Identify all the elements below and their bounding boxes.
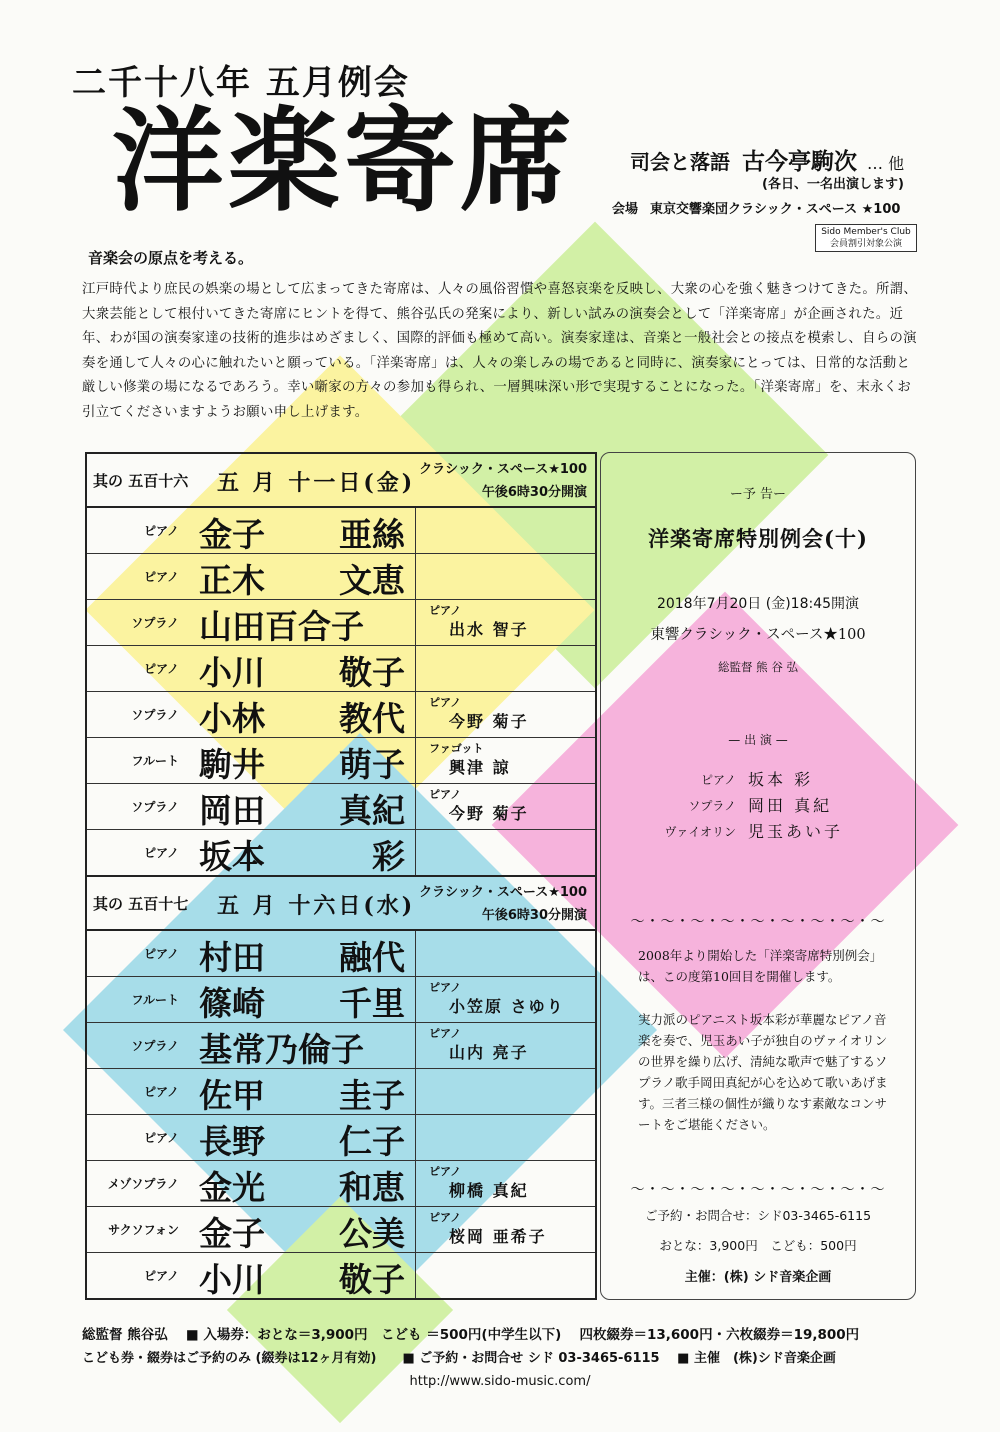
program2-time: 午後6時30分開演 [481,908,587,923]
accompanist-name: 小笠原 さゆり [449,997,565,1016]
club-line1: Sido Member's Club [821,227,911,237]
preview-director: 総監督 熊 谷 弘 [718,660,798,674]
performer-name [199,1024,405,1071]
instrument-label: ソプラノ [131,708,179,722]
performer-name [199,932,405,979]
performer-name-part: 公美 [339,1214,405,1253]
preview-text2: 実力派のピアニスト坂本彩が華麗なピアノ音楽を奏で、児玉あい子が独自のヴァイオリンの世界を繰り広げ、清純な歌声で魅了するソプラノ歌手岡田真紀が心を込めて歌いあげます。三者三様の個性が織りなす素敵なコンサートをご堪能ください。 [638,1012,888,1132]
program1-time: 午後6時30分開演 [481,485,587,500]
performer-name-part: 萌子 [339,745,405,784]
accompanist-name: 今野 菊子 [449,712,529,731]
program1-venue: クラシック・スペース★100 [419,462,587,477]
column-divider [415,554,416,599]
website-link[interactable]: http://www.sido-music.com/ [409,1374,591,1389]
performer-row [87,931,595,977]
instrument-label: ピアノ [143,947,179,961]
column-divider [415,1253,416,1298]
preview-date: 2018年7月20日 (金)18:45開演 [656,596,860,612]
cast-inst: ピアノ [700,773,736,787]
preview-price: おとな：3,900円 こども：500円 [659,1238,857,1253]
column-divider [415,1207,416,1252]
performer-name [199,1208,405,1255]
column-divider [415,1023,416,1068]
club-line2: 会員割引対象公演 [829,239,902,249]
instrument-label: フルート [131,754,179,768]
performer-name [199,647,405,694]
performer-name-part: 正木 [199,561,265,600]
performer-name-part: 村田 [199,938,265,977]
accompanist-instrument: ピアノ [429,604,462,617]
instrument-label: ピアノ [143,524,179,538]
instrument-label: メゾソプラノ [107,1177,179,1191]
performer-name [199,601,405,648]
intro-lead: 音楽会の原点を考える。 [88,249,254,267]
instrument-label: ピアノ [143,1085,179,1099]
program-table [85,452,597,1300]
performer-row [87,830,595,875]
footer-line2: こども券・綴券はご予約のみ (綴券は12ヶ月有効) ■ ご予約・お問合せ シド 03-3465-6115 ■ 主催 (株)シド音楽企画 [82,1351,836,1366]
performer-name-part: 亜絲 [339,515,405,554]
event-title: 洋楽寄席 [112,96,576,227]
performer-row [87,554,595,600]
accompanist-instrument: ピアノ [429,981,462,994]
instrument-label: ソプラノ [131,1039,179,1053]
venue-label: 会場 [612,202,639,217]
accompanist-instrument: ピアノ [429,1165,462,1178]
program2-rows [87,931,595,1298]
column-divider [415,738,416,783]
preview-label: ー予 告ー [729,487,787,502]
column-divider [415,784,416,829]
preview-text1: 2008年より開始した「洋楽寄席特別例会」は、この度第10回目を開催します。 [638,948,883,984]
column-divider [415,508,416,553]
program1-number: 其の 五百十六 [93,472,189,490]
performer-row [87,784,595,830]
intro-body: 江戸時代より庶民の娯楽の場として広まってきた寄席は、人々の風俗習慣や喜怒哀楽を反映し、大衆の心を強く魅きつけてきた。所謂、大衆芸能として根付いてきた寄席にヒントを得て、熊谷弘氏の発案により、新しい試みの演奏会として「洋楽寄席」が企画された。近年、わが国の演奏家達の技術的進歩はめざましく、国際的評価も極めて高い。演奏家達は、音楽と一般社会との接点を模索し、自らの演奏を通して人々の心に触れたいと願っている。「洋楽寄席」は、人々の楽しみの場であると同時に、演奏家にとっては、日常的な活動と厳しい修業の場になるであろう。幸い噺家の方々の参加も得られ、一層興味深い形で実現することになった。「洋楽寄席」を、末永くお引立てくださいますようお願い申し上げます。 [82,282,918,420]
host-note: (各日、一名出演します) [762,177,904,192]
performer-name-part: 教代 [339,699,405,738]
program1-header [87,454,595,508]
performer-row [87,508,595,554]
preview-box [600,452,916,1300]
performer-name-part: 長野 [199,1122,265,1161]
instrument-label: ピアノ [143,1131,179,1145]
performer-row [87,977,595,1023]
performer-name-part: 圭子 [339,1076,405,1115]
performer-name [199,831,405,878]
performer-name-part: 坂本 [199,837,265,876]
performer-name-part: 敬子 [339,653,405,692]
performer-row [87,1023,595,1069]
accompanist-name: 山内 亮子 [449,1043,529,1062]
performer-row [87,1253,595,1298]
performer-name-part: 篠崎 [199,984,265,1023]
cast-inst: ソプラノ [688,799,736,813]
accompanist-instrument: ファゴット [429,742,484,755]
cast-inst: ヴァイオリン [664,825,736,839]
program2-number: 其の 五百十七 [93,895,189,913]
performer-row [87,1161,595,1207]
venue-info [612,198,900,217]
performer-name [199,1254,405,1301]
performer-name [199,1070,405,1117]
performer-row [87,692,595,738]
wave-divider: 〜・〜・〜・〜・〜・〜・〜・〜・〜 [630,1182,886,1198]
host-etc: … 他 [867,154,905,173]
instrument-label: ピアノ [143,570,179,584]
performer-name-part: 基常乃倫子 [199,1030,364,1069]
accompanist-name: 出水 智子 [449,620,529,639]
accompanist-instrument: ピアノ [429,1027,462,1040]
performer-row [87,738,595,784]
column-divider [415,977,416,1022]
performer-name [199,785,405,832]
column-divider [415,600,416,645]
performer-name [199,555,405,602]
performer-name-part: 仁子 [339,1122,405,1161]
member-club-badge [815,224,917,252]
column-divider [415,1161,416,1206]
performer-row [87,1069,595,1115]
accompanist-instrument: ピアノ [429,696,462,709]
performer-name-part: 駒井 [199,745,265,784]
program1-date: 五 月 十一日(金) [217,470,416,496]
performer-name-part: 和恵 [339,1168,405,1207]
program2-date: 五 月 十六日(水) [217,893,416,919]
preview-performers-label: — 出 演 — [728,733,788,747]
performer-row [87,1207,595,1253]
program2-header [87,875,595,931]
performer-name-part: 金子 [199,515,265,554]
performer-name-part: 小川 [199,653,265,692]
event-subtitle: 二千十八年 五月例会 [72,63,410,103]
accompanist-name: 柳橋 真紀 [449,1181,529,1200]
host-info [630,143,904,176]
performer-name-part: 真紀 [339,791,405,830]
venue-name: 東京交響楽団クラシック・スペース ★100 [650,202,901,217]
performer-name-part: 小林 [199,699,265,738]
accompanist-instrument: ピアノ [429,1211,462,1224]
cast-name: 岡田 真紀 [748,796,833,815]
instrument-label: サクソフォン [108,1223,179,1237]
performer-name-part: 彩 [372,837,405,876]
instrument-label: ピアノ [143,1269,179,1283]
performer-name-part: 山田百合子 [199,607,364,646]
performer-name-part: 佐甲 [199,1076,265,1115]
performer-name [199,1116,405,1163]
performer-name-part: 千里 [339,984,405,1023]
instrument-label: ソプラノ [131,616,179,630]
performer-row [87,1115,595,1161]
performer-name-part: 融代 [339,938,405,977]
performer-name [199,693,405,740]
performer-row [87,600,595,646]
accompanist-name: 桜岡 亜希子 [449,1227,547,1246]
performer-name [199,978,405,1025]
accompanist-instrument: ピアノ [429,788,462,801]
host-label: 司会と落語 [630,150,730,174]
performer-name [199,739,405,786]
preview-title: 洋楽寄席特別例会(十) [648,526,868,551]
wave-divider: 〜・〜・〜・〜・〜・〜・〜・〜・〜 [630,914,886,930]
column-divider [415,646,416,691]
instrument-label: フルート [131,993,179,1007]
column-divider [415,1115,416,1160]
performer-name-part: 小川 [199,1260,265,1299]
performer-name-part: 敬子 [339,1260,405,1299]
instrument-label: ソプラノ [131,800,179,814]
preview-reserve: ご予約・お問合せ：シド03-3465-6115 [644,1208,872,1223]
cast-name: 児玉あい子 [748,822,844,841]
host-name: 古今亭駒次 [742,148,857,175]
preview-organizer: 主催：(株) シド音楽企画 [684,1270,832,1285]
accompanist-name: 今野 菊子 [449,804,529,823]
column-divider [415,830,416,875]
performer-name-part: 金子 [199,1214,265,1253]
performer-row [87,646,595,692]
instrument-label: ピアノ [143,846,179,860]
performer-name-part: 岡田 [199,791,265,830]
footer-line1: 総監督 熊谷弘 ■ 入場券：おとな＝3,900円 こども ＝500円(中学生以下) 四枚綴券＝13,600円・六枚綴券＝19,800円 [82,1327,860,1343]
preview-venue: 東響クラシック・スペース★100 [650,627,866,643]
performer-name [199,1162,405,1209]
instrument-label: ピアノ [143,662,179,676]
column-divider [415,931,416,976]
program2-venue: クラシック・スペース★100 [419,885,587,900]
accompanist-name: 興津 諒 [449,758,511,777]
cast-name: 坂本 彩 [748,770,814,789]
program1-rows [87,508,595,875]
performer-name [199,509,405,556]
column-divider [415,692,416,737]
performer-name-part: 文恵 [339,561,405,600]
performer-name-part: 金光 [199,1168,265,1207]
column-divider [415,1069,416,1114]
